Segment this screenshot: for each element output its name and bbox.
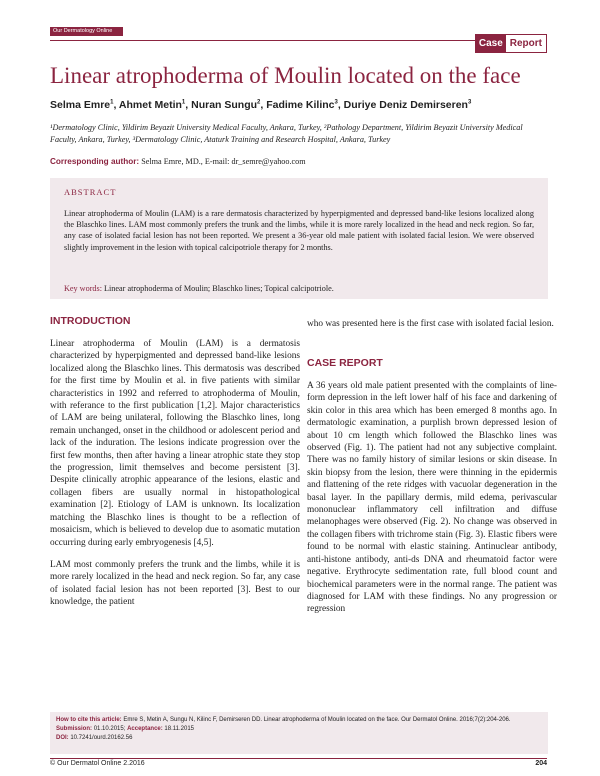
author: Duriye Deniz Demirseren xyxy=(343,99,468,111)
footer-rule xyxy=(50,758,547,759)
author: Ahmet Metin xyxy=(118,99,182,111)
cite-row xyxy=(50,712,548,725)
keywords xyxy=(64,284,534,293)
author-list: Selma Emre$^1$, Ahmet Metin$^1$, Nuran Sungu$^2$, Fadime Kilinc$^3$, Duriye Deniz Demirseren$^3$ xyxy=(50,99,472,111)
intro-paragraph-2: LAM most commonly prefers the trunk and the limbs, while it is more rarely localized in the head and neck region. So far, any case of isolated facial lesion has not been reported [3]. Best to our knowledge, the patient xyxy=(50,559,300,608)
submission-label: Submission: xyxy=(56,726,93,732)
left-column xyxy=(50,338,300,619)
intro-paragraph-1: Linear atrophoderma of Moulin (LAM) is a dermatosis characterized by hyperpigmented and depressed band-like lesions localized along the Blaschko lines. This dermatosis was described for the first time by Moulin et al. in five patients with similar characteristics in 1992 and referred to atrophoderma of Moulin, with referance to the first publication [1,2]. Major characteristics of LAM are being unilateral, following the Blaschko lines, long remain unchanged, onset in the childhood or adolescent period and lack of the induration. The lesions indicate progression over the first few months, then after having a linear atrophic state they stop the progression, limit themselves and become persistent [3]. Despite clinically atrophic appearance of the lesions, elastic and collagen fibers are usually normal in histopathological examination [2]. Etiology of LAM is unknown. Its localization matching the Blaschko lines is thought to be a reflection of mosaicism, which is believed to develop due to asomatic mutation occurring during early embryogenesis [4,5]. xyxy=(50,339,300,548)
submission-date: 01.10.2015; xyxy=(93,726,126,732)
doi-label: DOI: xyxy=(56,735,69,741)
author: Selma Emre xyxy=(50,99,111,111)
corresponding-author xyxy=(50,157,548,166)
corresponding-label: Corresponding author: xyxy=(50,157,140,166)
author-sup: 3 xyxy=(467,99,472,106)
right-column xyxy=(307,380,557,626)
top-rule xyxy=(50,40,547,41)
author: Fadime Kilinc xyxy=(266,99,335,111)
author-sup: 3 xyxy=(334,99,338,106)
cite-text: Emre S, Metin A, Sungu N, Kilinc F, Demirseren DD. Linear atrophoderma of Moulin located on the face. Our Dermatol Online. 2016;7(2):204-206. xyxy=(123,717,511,723)
case-paragraph-1: A 36 years old male patient presented with the complaints of line-form depression in the left lower half of his face and darkening of skin color in this area which has been emerged 8 months ago. In dermatologic examination, a purplish brown depressed lesion of about 10 cm length which followed the Blaschko lines was observed (Fig. 1). The patient had not any subjective complaint. There was no family history of similar lesions or skin disease. In skin biopsy from the lesion, there were thinning in the epidermis and flattening of the rete ridges with vacuolar degeneration in the basal layer. In the papillary dermis, mild edema, perivascular mononuclear inflammatory cell infiltration and diffuse melanophages were observed (Fig. 2). No change was observed in the collagen fibers with trichrome stain (Fig. 3). Elastic fibers were found to be normal with elastic staining. Antinuclear antibody, anti-histone antibody, anti-ds DNA and rheumatoid factor were negative. Erythrocyte sedimentation rate, full blood count and biochemical parameters were in the normal range. The patient was diagnosed for LAM with these findings. No any progression or regression xyxy=(307,381,557,615)
citation-box xyxy=(50,712,548,754)
intro-paragraph-2-cont: who was presented here is the first case with isolated facial lesion. xyxy=(307,319,554,329)
abstract-text: Linear atrophoderma of Moulin (LAM) is a rare dermatosis characterized by hyperpigmented and depressed band-like lesions localized along the Blaschko lines. LAM most commonly prefers the trunk and the limbs, while it is more rarely localized in the head and neck region. So far, any case of isolated facial lesion has not been reported. We present a 36-year old male patient with isolated facial lesion. We were observed slightly improvement in the lesion with topical calcipotriole therapy for 2 months. xyxy=(64,209,534,252)
badge-case: Case xyxy=(476,35,506,52)
acceptance-date: 18.11.2015 xyxy=(164,726,195,732)
badge-report: Report xyxy=(509,38,542,49)
author-sup: 1 xyxy=(181,99,186,106)
author-sup: 2 xyxy=(257,99,261,106)
acceptance-label: Acceptance: xyxy=(127,726,163,732)
author-sup: 1 xyxy=(110,99,114,106)
introduction-heading: INTRODUCTION xyxy=(50,315,131,327)
doi-row xyxy=(50,734,548,743)
footer-copyright: © Our Dermatol Online 2.2016 xyxy=(50,760,145,767)
keywords-text: Linear atrophoderma of Moulin; Blaschko lines; Topical calcipotriole. xyxy=(104,284,334,293)
intro-continuation xyxy=(307,318,557,340)
article-type-badge xyxy=(475,34,547,53)
doi-value[interactable]: 10.7241/ourd.20162.56 xyxy=(70,735,133,741)
page-number: 204 xyxy=(535,760,547,767)
affiliations: ¹Dermatology Clinic, Yildirim Beyazit University Medical Faculty, Ankara, Turkey, ²Pathology Department, Yildirim Beyazit University Medical Faculty, Ankara, Turkey, ³Dermatology Clinic, Ataturk Training and Research Hospital, Ankara, Turkey xyxy=(50,123,523,144)
article-title: Linear atrophoderma of Moulin located on the face xyxy=(50,63,521,88)
corresponding-text: Selma Emre, MD., E-mail: dr_semre@yahoo.com xyxy=(141,157,306,166)
dates-row xyxy=(50,725,548,734)
journal-tag: Our Dermatology Online xyxy=(50,27,123,36)
abstract-heading: ABSTRACT xyxy=(64,187,117,197)
case-report-heading: CASE REPORT xyxy=(307,357,383,369)
cite-label: How to cite this article: xyxy=(56,717,122,723)
keywords-label: Key words: xyxy=(64,284,102,293)
author: Nuran Sungu xyxy=(191,99,258,111)
